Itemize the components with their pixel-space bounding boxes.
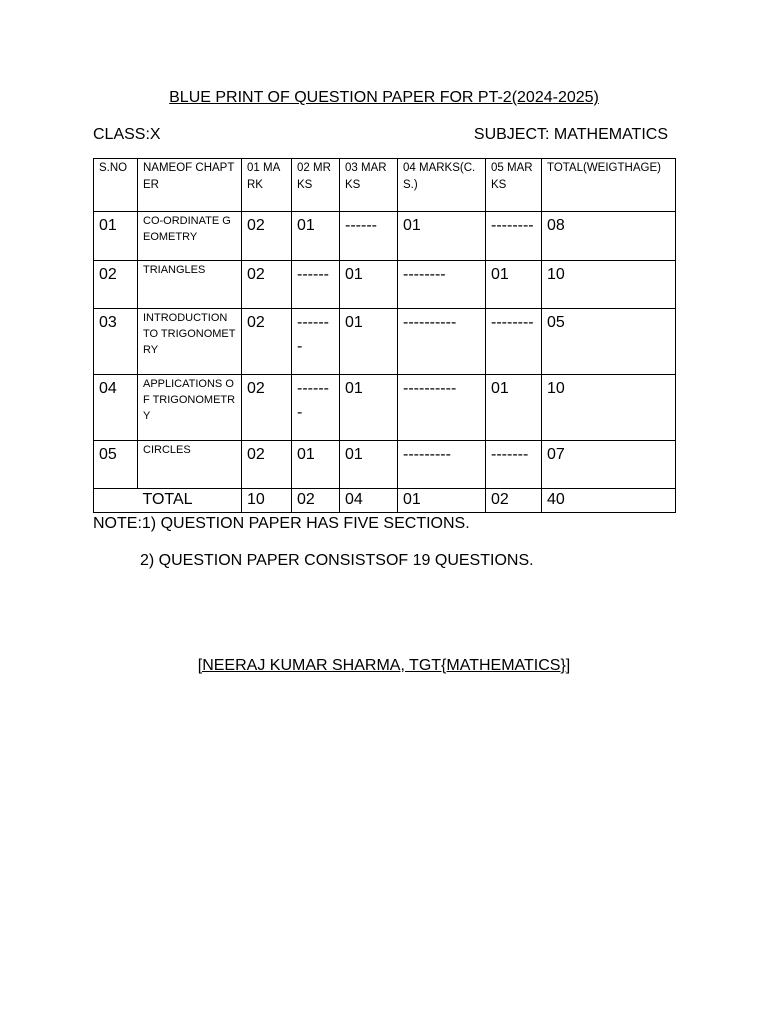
table-header-row <box>94 159 676 212</box>
cell-total: 10 <box>542 261 676 309</box>
cell-sno: 05 <box>94 441 138 489</box>
cell-4-marks: ---------- <box>398 375 486 441</box>
document-title: BLUE PRINT OF QUESTION PAPER FOR PT-2(2024-2025) <box>169 89 599 106</box>
table-row <box>94 441 676 489</box>
blueprint-table <box>93 158 676 513</box>
cell-5-marks: 01 <box>486 261 542 309</box>
cell-1-mark: 02 <box>242 375 292 441</box>
note-sections: NOTE:1) QUESTION PAPER HAS FIVE SECTIONS. <box>93 515 470 532</box>
cell-total: 08 <box>542 212 676 261</box>
subject-label: SUBJECT: MATHEMATICS <box>473 126 668 143</box>
cell-total: 05 <box>542 309 676 375</box>
header-5-marks: 05 MARKS <box>486 159 542 212</box>
cell-5-marks: -------- <box>486 309 542 375</box>
cell-3-marks: 01 <box>340 441 398 489</box>
cell-2-marks: ------- <box>292 309 340 375</box>
cell-3-marks: 01 <box>340 309 398 375</box>
cell-sno: 02 <box>94 261 138 309</box>
total-4-marks: 01 <box>398 489 486 513</box>
cell-chapter: TRIANGLES <box>138 261 242 309</box>
cell-chapter: APPLICATIONS OF TRIGONOMETRY <box>138 375 242 441</box>
cell-4-marks: --------- <box>398 441 486 489</box>
header-1-mark: 01 MARK <box>242 159 292 212</box>
cell-chapter: INTRODUCTION TO TRIGONOMETRY <box>138 309 242 375</box>
note-questions: 2) QUESTION PAPER CONSISTSOF 19 QUESTIONS. <box>140 552 534 569</box>
cell-sno: 01 <box>94 212 138 261</box>
header-sno: S.NO <box>94 159 138 212</box>
table-total-row <box>94 489 676 513</box>
header-3-marks: 03 MARKS <box>340 159 398 212</box>
cell-total: 10 <box>542 375 676 441</box>
table-row <box>94 375 676 441</box>
cell-2-marks: ------- <box>292 375 340 441</box>
header-chapter: NAMEOF CHAPTER <box>138 159 242 212</box>
cell-3-marks: 01 <box>340 375 398 441</box>
cell-2-marks: 01 <box>292 441 340 489</box>
header-2-marks: 02 MRKS <box>292 159 340 212</box>
total-2-marks: 02 <box>292 489 340 513</box>
total-weightage: 40 <box>542 489 676 513</box>
cell-1-mark: 02 <box>242 441 292 489</box>
cell-sno: 04 <box>94 375 138 441</box>
cell-5-marks: -------- <box>486 212 542 261</box>
cell-4-marks: -------- <box>398 261 486 309</box>
total-label: TOTAL <box>94 489 242 513</box>
cell-1-mark: 02 <box>242 212 292 261</box>
cell-chapter: CIRCLES <box>138 441 242 489</box>
cell-5-marks: ------- <box>486 441 542 489</box>
cell-4-marks: 01 <box>398 212 486 261</box>
cell-2-marks: ------ <box>292 261 340 309</box>
cell-4-marks: ---------- <box>398 309 486 375</box>
cell-3-marks: ------ <box>340 212 398 261</box>
cell-3-marks: 01 <box>340 261 398 309</box>
cell-1-mark: 02 <box>242 261 292 309</box>
cell-sno: 03 <box>94 309 138 375</box>
cell-total: 07 <box>542 441 676 489</box>
table-row <box>94 309 676 375</box>
table-row <box>94 261 676 309</box>
class-label: CLASS:X <box>93 126 161 143</box>
cell-5-marks: 01 <box>486 375 542 441</box>
table-row <box>94 212 676 261</box>
cell-chapter: CO-ORDINATE GEOMETRY <box>138 212 242 261</box>
total-5-marks: 02 <box>486 489 542 513</box>
teacher-signature-line: [NEERAJ KUMAR SHARMA, TGT{MATHEMATICS}] <box>197 657 571 674</box>
cell-1-mark: 02 <box>242 309 292 375</box>
header-total: TOTAL(WEIGTHAGE) <box>542 159 676 212</box>
cell-2-marks: 01 <box>292 212 340 261</box>
header-4-marks: 04 MARKS(C.S.) <box>398 159 486 212</box>
total-1-mark: 10 <box>242 489 292 513</box>
total-3-marks: 04 <box>340 489 398 513</box>
